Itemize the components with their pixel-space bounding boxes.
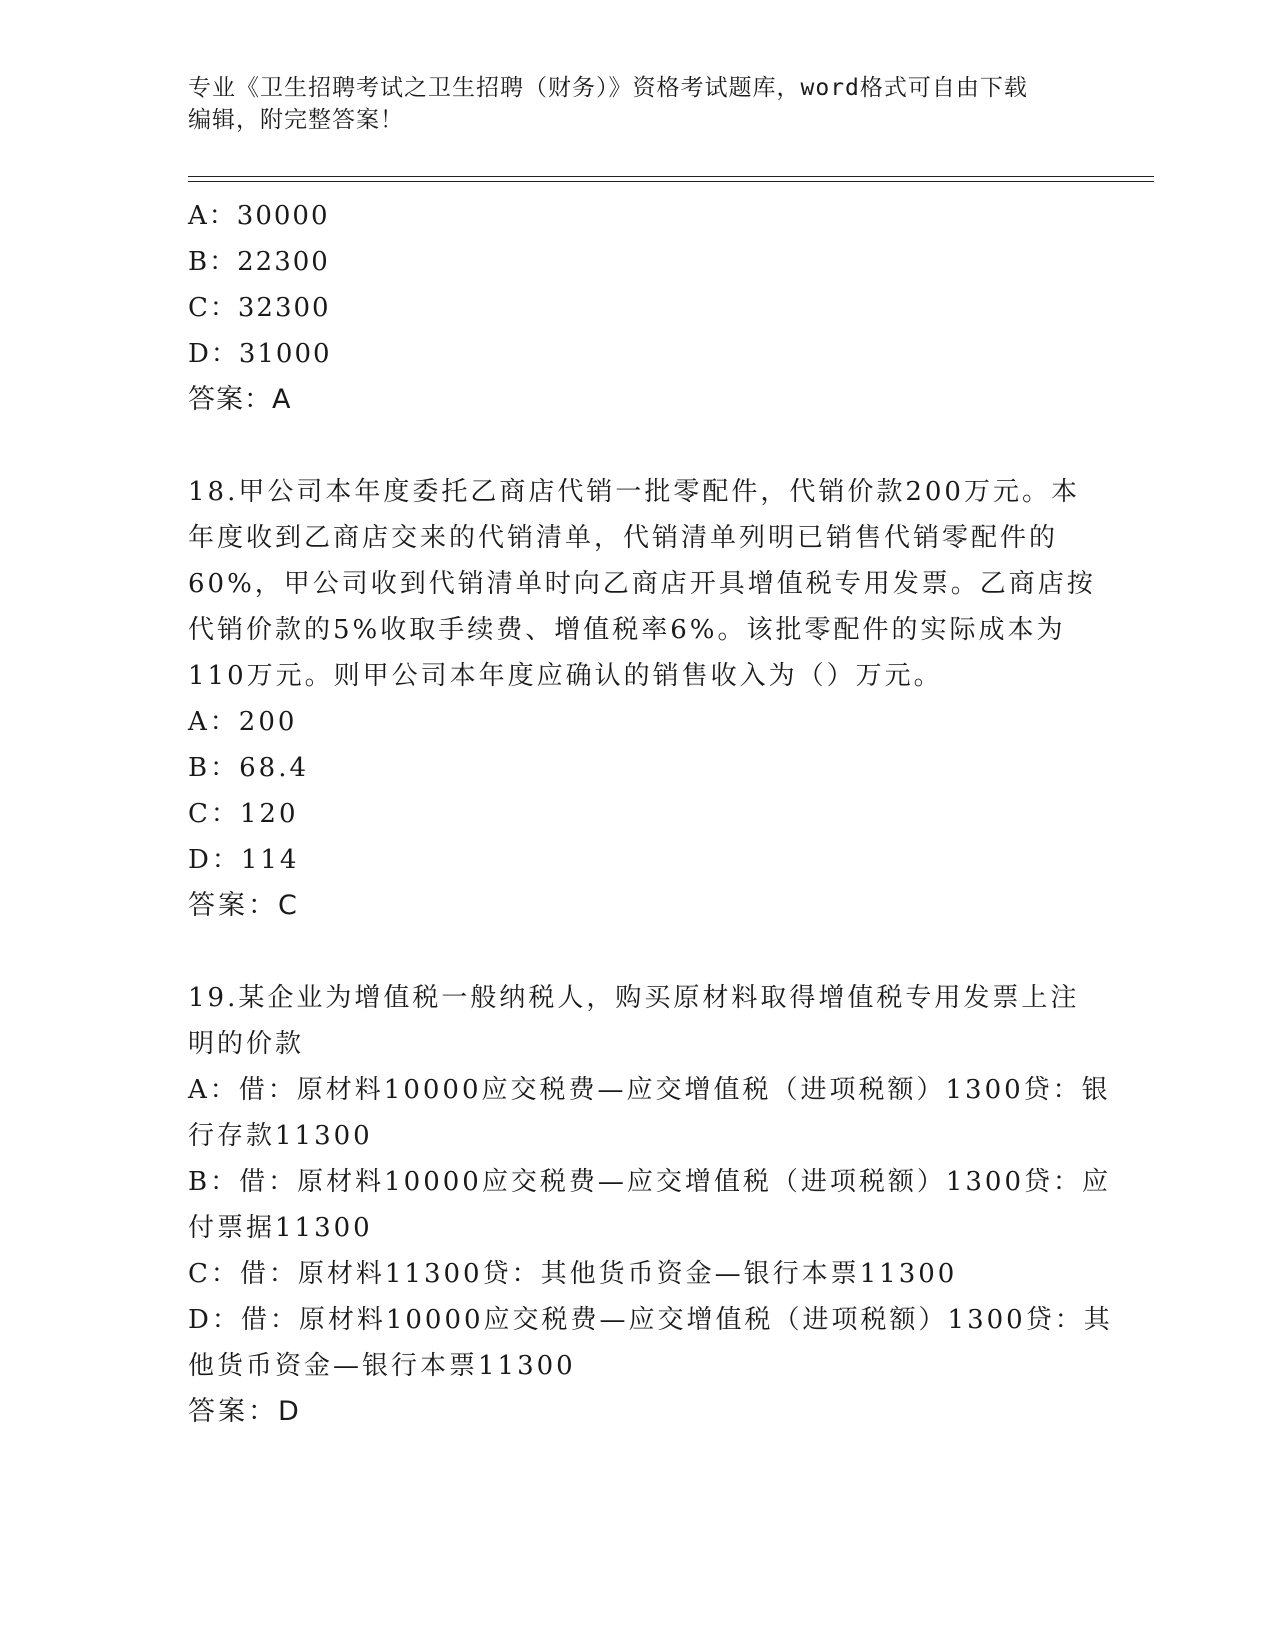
option-b: B：22300 (188, 247, 330, 277)
option-d-continued: 他货币资金—银行本票11300 (188, 1351, 576, 1381)
question-block-18 (188, 469, 1096, 929)
header-line-2: 编辑，附完整答案！ (188, 107, 404, 133)
option-b: B：借：原材料10000应交税费—应交增值税（进项税额）1300贷：应 (188, 1167, 1111, 1197)
option-c: C：120 (188, 799, 299, 829)
question-text-line: 明的价款 (188, 1029, 305, 1059)
question-block-19 (188, 975, 1113, 1435)
question-text-line: 18.甲公司本年度委托乙商店代销一批零配件，代销价款200万元。本 (188, 477, 1080, 507)
question-text-line: 60%，甲公司收到代销清单时向乙商店开具增值税专用发票。乙商店按 (188, 569, 1096, 599)
question-text-line: 代销价款的5%收取手续费、增值税率6%。该批零配件的实际成本为 (188, 615, 1066, 645)
option-b: B：68.4 (188, 753, 309, 783)
header-divider-top (188, 176, 1154, 177)
answer-line: 答案：D (188, 1396, 302, 1427)
option-c: C：借：原材料11300贷：其他货币资金—银行本票11300 (188, 1259, 958, 1289)
option-a: A：200 (188, 707, 298, 737)
question-text-line: 年度收到乙商店交来的代销清单，代销清单列明已销售代销零配件的 (188, 523, 1059, 553)
header-divider-bottom (188, 181, 1154, 182)
option-c: C：32300 (188, 293, 331, 323)
document-body (188, 193, 1113, 1435)
option-b-continued: 付票据11300 (188, 1213, 373, 1243)
option-a: A：借：原材料10000应交税费—应交增值税（进项税额）1300贷：银 (188, 1075, 1111, 1105)
answer-line: 答案：C (188, 890, 300, 921)
option-d: D：31000 (188, 339, 332, 369)
option-d: D：114 (188, 845, 300, 875)
document-header (188, 72, 1068, 136)
option-a-continued: 行存款11300 (188, 1121, 373, 1151)
question-text-line: 110万元。则甲公司本年度应确认的销售收入为（）万元。 (188, 661, 943, 691)
option-d: D：借：原材料10000应交税费—应交增值税（进项税额）1300贷：其 (188, 1305, 1113, 1335)
question-block-17 (188, 193, 1088, 423)
option-a: A：30000 (188, 201, 330, 231)
header-line-1: 专业《卫生招聘考试之卫生招聘（财务）》资格考试题库，word格式可自由下载 (188, 75, 1028, 101)
question-text-line: 19.某企业为增值税一般纳税人，购买原材料取得增值税专用发票上注 (188, 983, 1080, 1013)
answer-line: 答案：A (188, 384, 292, 415)
